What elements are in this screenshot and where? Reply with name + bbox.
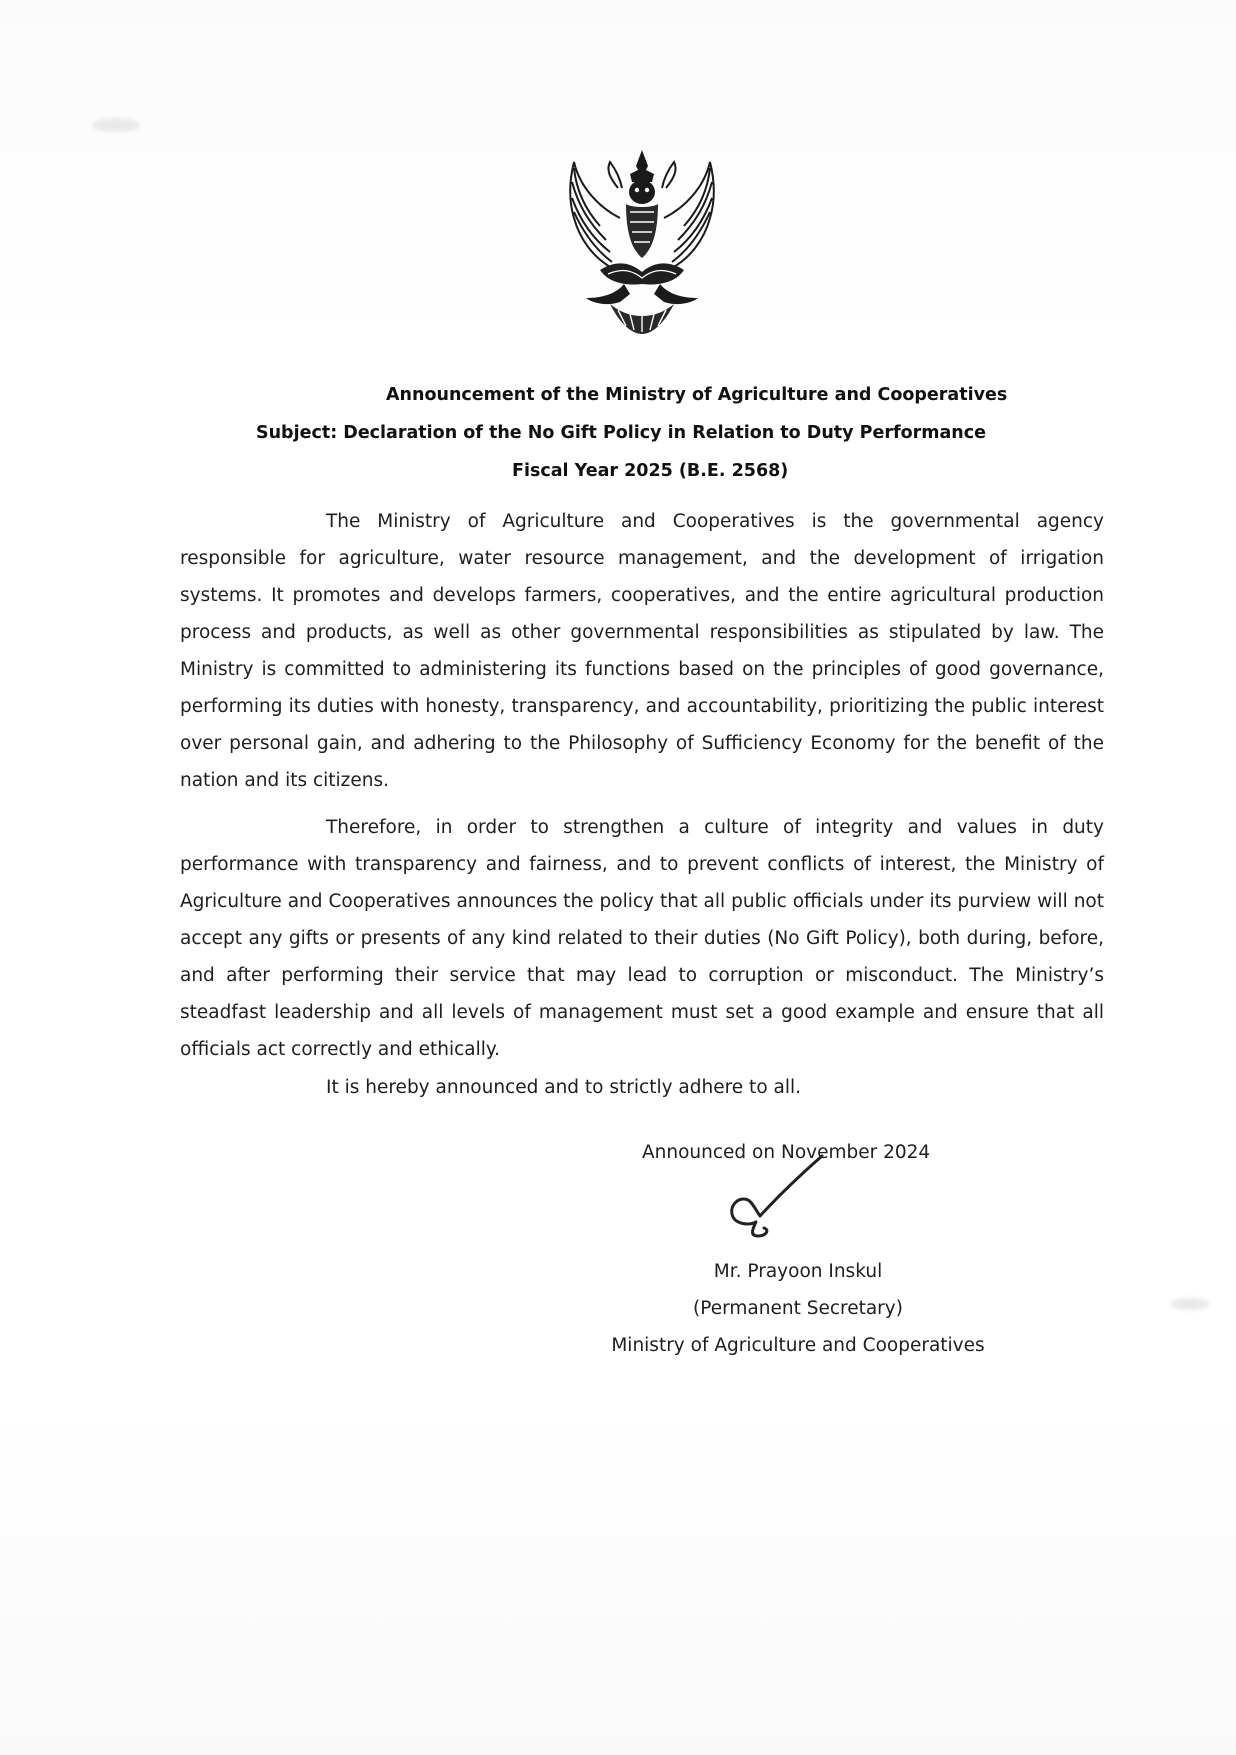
announcement-subject: Subject: Declaration of the No Gift Policy in Relation to Duty Performance: [256, 423, 986, 443]
scan-artifact: [92, 118, 140, 132]
scan-artifact: [1170, 1298, 1210, 1310]
body-paragraph-1: The Ministry of Agriculture and Cooperatives is the governmental agency responsible for agriculture, water resource management, and the development of irrigation systems. It promotes and develops farmers, cooperatives, and the entire agricultural production process and products, as well as other governmental responsibilities as stipulated by law. The Ministry is committed to administering its functions based on the principles of good governance, performing its duties with honesty, transparency, and accountability, prioritizing the public interest over personal gain, and adhering to the Philosophy of Sufficiency Economy for the benefit of the nation and its citizens.: [180, 511, 1104, 791]
garuda-emblem-icon: [560, 148, 724, 336]
announcement-fiscal-year: Fiscal Year 2025 (B.E. 2568): [512, 461, 789, 481]
announced-date: Announced on November 2024: [642, 1142, 931, 1163]
signatory-position: (Permanent Secretary): [693, 1298, 903, 1319]
handwritten-signature: [718, 1150, 838, 1240]
announcement-title: Announcement of the Ministry of Agriculture and Cooperatives: [386, 385, 1008, 405]
signatory-organization: Ministry of Agriculture and Cooperatives: [611, 1335, 985, 1356]
signatory-name: Mr. Prayoon Inskul: [713, 1261, 883, 1282]
body-paragraph-2: Therefore, in order to strengthen a culture of integrity and values in duty performance with transparency and fairness, and to prevent conflicts of interest, the Ministry of Agriculture and Cooperatives announces the policy that all public officials under its purview will not accept any gifts or presents of any kind related to their duties (No Gift Policy), both during, before, and after performing their service that may lead to corruption or misconduct. The Ministry’s steadfast leadership and all levels of management must set a good example and ensure that all officials act correctly and ethically.: [180, 817, 1104, 1060]
signatory-block: [560, 1253, 1036, 1364]
closing-statement: It is hereby announced and to strictly adhere to all.: [326, 1077, 802, 1098]
